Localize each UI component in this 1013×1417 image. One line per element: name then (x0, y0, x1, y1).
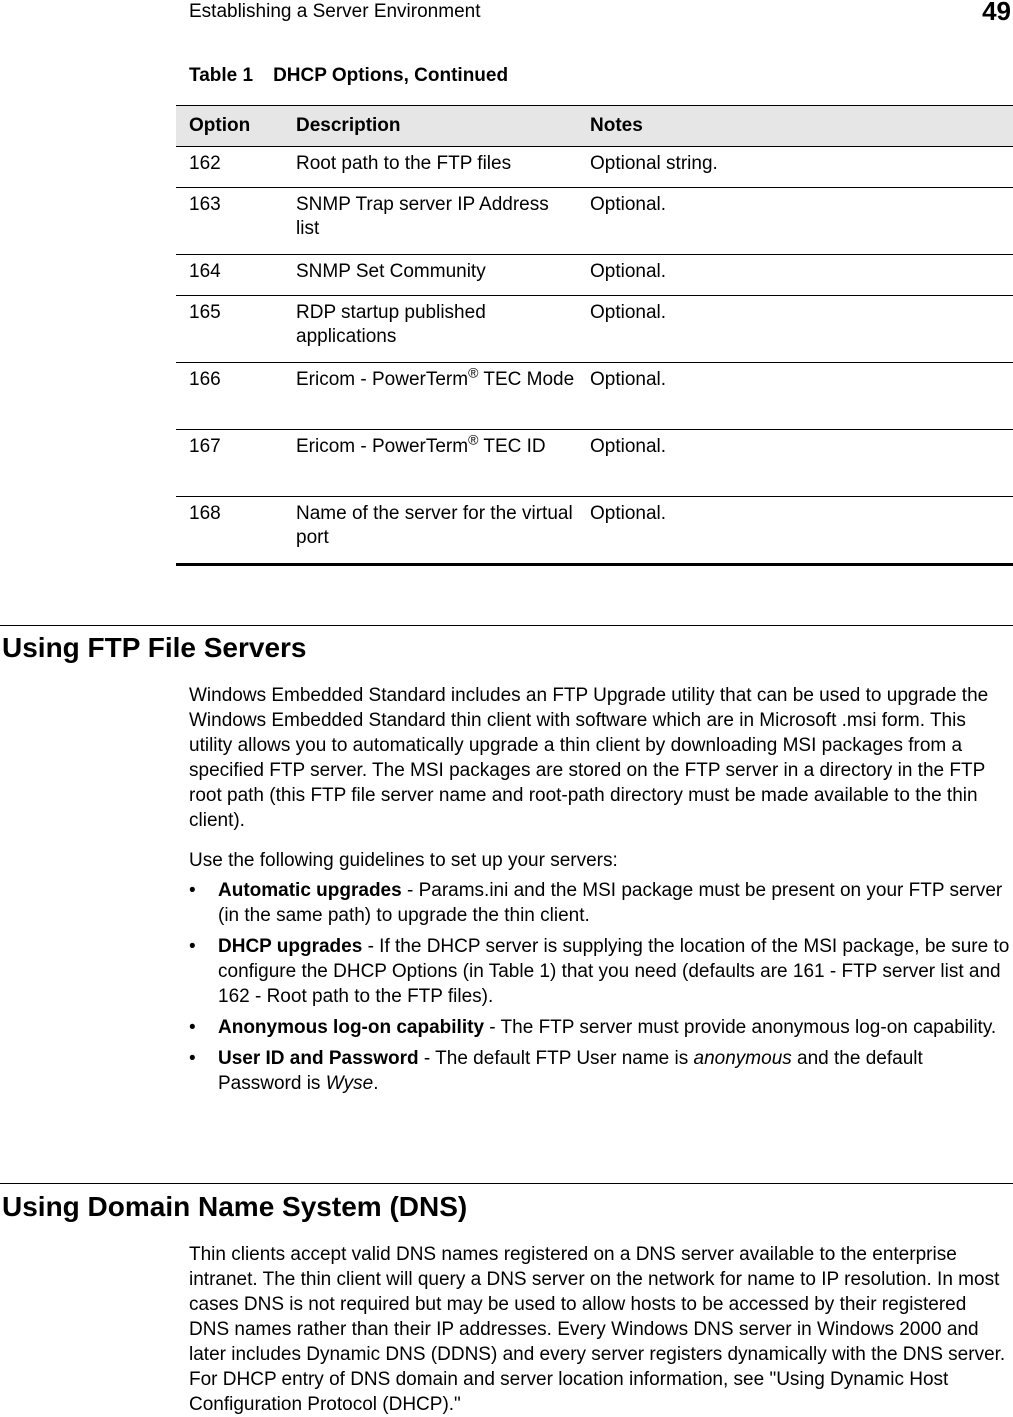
notes-cell: Optional string. (577, 147, 1013, 188)
guidelines-list (189, 878, 1011, 1102)
list-item (189, 1046, 1011, 1096)
section-divider (0, 625, 1013, 626)
description-cell: SNMP Set Community (283, 255, 577, 296)
notes-cell: Optional. (577, 255, 1013, 296)
bullet-text: and the default Password is (218, 1048, 923, 1094)
option-cell: 162 (176, 147, 283, 188)
bullet-term: User ID and Password (218, 1048, 419, 1069)
table-row (176, 147, 1013, 188)
description-text: Ericom - PowerTerm (296, 369, 469, 390)
guidelines-intro: Use the following guidelines to set up your servers: (189, 850, 618, 871)
column-header-option: Option (176, 106, 283, 147)
list-item (189, 1015, 1011, 1040)
description-cell: Name of the server for the virtual port (283, 497, 577, 565)
description-text: TEC ID (478, 436, 546, 457)
ftp-section-title: Using FTP File Servers (2, 632, 307, 663)
bullet-text: - If the DHCP server is supplying the location of the MSI package, be sure to configure the DHCP Options (in Table 1) that you need (defaults are 161 - FTP server list and 162 - Root path to the FTP files). (218, 936, 1010, 1007)
table-caption-label: Table 1 (189, 65, 254, 86)
bullet-text: . (373, 1073, 379, 1094)
bullet-text: - The FTP server must provide anonymous log-on capability. (484, 1017, 997, 1038)
table-row (176, 188, 1013, 255)
bullet-text: - Params.ini and the MSI package must be present on your FTP server (in the same path) to upgrade the thin client. (218, 880, 1003, 926)
bullet-term: Automatic upgrades (218, 880, 402, 901)
bullet-term: DHCP upgrades (218, 936, 363, 957)
dns-section-title: Using Domain Name System (DNS) (2, 1191, 468, 1222)
ftp-paragraph: Windows Embedded Standard includes an FTP Upgrade utility that can be used to upgrade the Windows Embedded Standard thin client with software which are in Microsoft .msi form. This utility allows you to automatically upgrade a thin client by downloading MSI packages from a specified FTP server. The MSI packages are stored on the FTP server in a directory in the FTP root path (this FTP file server name and root-path directory must be made available to the thin client). (189, 685, 989, 831)
notes-cell: Optional. (577, 188, 1013, 255)
table-row (176, 255, 1013, 296)
column-header-description: Description (283, 106, 577, 147)
option-cell: 167 (176, 430, 283, 497)
option-cell: 166 (176, 363, 283, 430)
table-row (176, 497, 1013, 565)
dns-paragraph: Thin clients accept valid DNS names registered on a DNS server available to the enterprise intranet. The thin client will query a DNS server on the network for name to IP resolution. In most cases DNS is not required but may be used to allow hosts to be accessed by their registered DNS names rather than their IP addresses. Every Windows DNS server in Windows 2000 and later includes Dynamic DNS (DDNS) and every server registers dynamically with the DNS server. For DHCP entry of DNS domain and server location information, see "Using Dynamic Host Configuration Protocol (DHCP)." (189, 1244, 1006, 1415)
list-item (189, 934, 1011, 1009)
page-number: 49 (982, 0, 1011, 26)
registered-mark: ® (468, 431, 479, 448)
bullet-icon: • (189, 880, 196, 901)
description-cell: RDP startup published applications (283, 296, 577, 363)
option-cell: 165 (176, 296, 283, 363)
list-item (189, 878, 1011, 928)
table-row (176, 363, 1013, 430)
notes-cell: Optional. (577, 296, 1013, 363)
bullet-icon: • (189, 1048, 196, 1069)
section-divider (0, 1183, 1013, 1184)
description-text: TEC Mode (478, 369, 575, 390)
bullet-icon: • (189, 936, 196, 957)
bullet-text: - The default FTP User name is (418, 1048, 694, 1069)
bullet-icon: • (189, 1017, 196, 1038)
notes-cell: Optional. (577, 363, 1013, 430)
column-header-notes: Notes (577, 106, 1013, 147)
description-cell (283, 430, 577, 497)
table-row (176, 296, 1013, 363)
notes-cell: Optional. (577, 430, 1013, 497)
bullet-italic: Wyse (325, 1073, 374, 1094)
option-cell: 168 (176, 497, 283, 565)
registered-mark: ® (468, 364, 479, 381)
bullet-italic: anonymous (693, 1048, 792, 1069)
running-header: Establishing a Server Environment (189, 1, 481, 22)
description-cell: Root path to the FTP files (283, 147, 577, 188)
table-caption-title: DHCP Options, Continued (273, 65, 509, 86)
option-cell: 163 (176, 188, 283, 255)
table-row (176, 430, 1013, 497)
dhcp-options-table (176, 105, 1013, 566)
description-cell (283, 363, 577, 430)
table-caption (189, 64, 508, 88)
description-cell: SNMP Trap server IP Address list (283, 188, 577, 255)
table-header-row (176, 106, 1013, 147)
notes-cell: Optional. (577, 497, 1013, 565)
description-text: Ericom - PowerTerm (296, 436, 469, 457)
bullet-term: Anonymous log-on capability (218, 1017, 485, 1038)
option-cell: 164 (176, 255, 283, 296)
